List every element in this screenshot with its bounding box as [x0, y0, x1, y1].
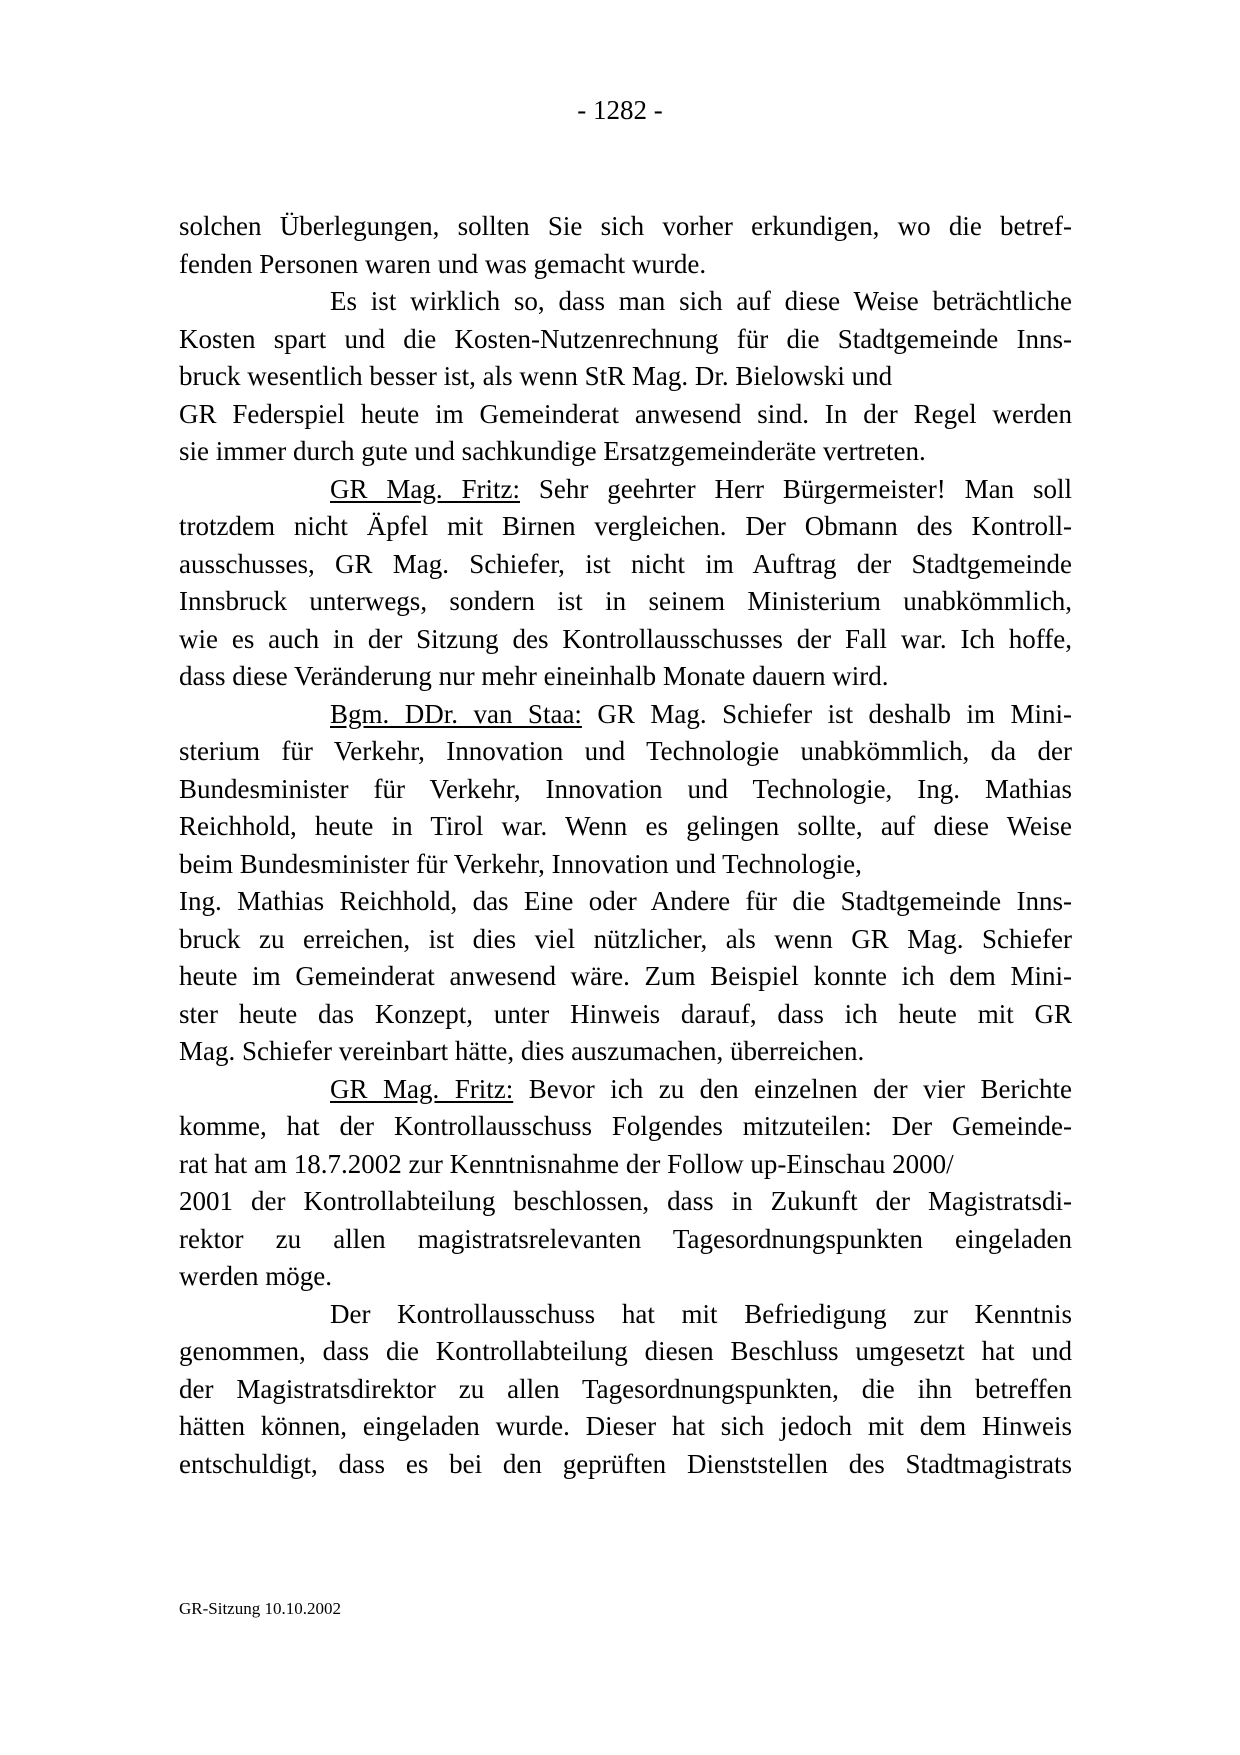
text-line: rektor zu allen magistratsrelevanten Tagesordnungspunkten eingeladen: [179, 1223, 1072, 1254]
text-line: solchen Überlegungen, sollten Sie sich vorher erkundigen, wo die betref-: [179, 211, 1072, 241]
text-line: trotzdem nicht Äpfel mit Birnen vergleichen. Der Obmann des Kontroll-: [179, 511, 1072, 541]
speaker-statement: Bevor ich zu den einzelnen der vier Berichte: [513, 1073, 1072, 1104]
page-number: - 1282 -: [577, 95, 663, 125]
footer-session-date: GR-Sitzung 10.10.2002: [179, 1599, 341, 1618]
text-line: Reichhold, heute in Tirol war. Wenn es gelingen sollte, auf diese Weise: [179, 811, 1072, 841]
body-text: [179, 208, 1072, 1483]
text-line: rat hat am 18.7.2002 zur Kenntnisnahme der Follow up-Einschau 2000/: [179, 1148, 954, 1179]
text-line: ster heute das Konzept, unter Hinweis darauf, dass ich heute mit GR: [179, 998, 1072, 1029]
text-line: 2001 der Kontrollabteilung beschlossen, dass in Zukunft der Magistratsdi-: [179, 1186, 1072, 1216]
text-line: sie immer durch gute und sachkundige Ersatzgemeinderäte vertreten.: [179, 436, 926, 466]
text-line: Kosten spart und die Kosten-Nutzenrechnung für die Stadtgemeinde Inns-: [179, 323, 1072, 354]
text-line: bruck zu erreichen, ist dies viel nützlicher, als wenn GR Mag. Schiefer: [179, 923, 1072, 954]
text-line: Innsbruck unterwegs, sondern ist in seinem Ministerium unabkömmlich,: [179, 586, 1072, 616]
text-line: der Magistratsdirektor zu allen Tagesordnungspunkten, die ihn betreffen: [179, 1373, 1072, 1404]
speaker-name: GR Mag. Fritz:: [330, 1073, 514, 1104]
speaker-name: Bgm. DDr. van Staa:: [330, 698, 582, 729]
text-line: Der Kontrollausschuss hat mit Befriedigung zur Kenntnis: [330, 1298, 1072, 1329]
text-line: Bundesminister für Verkehr, Innovation und Technologie, Ing. Mathias: [179, 773, 1072, 804]
text-line: hätten können, eingeladen wurde. Dieser hat sich jedoch mit dem Hinweis: [179, 1411, 1072, 1441]
text-line: beim Bundesminister für Verkehr, Innovation und Technologie,: [179, 848, 862, 879]
speaker-name: GR Mag. Fritz:: [330, 473, 520, 504]
text-line: Ing. Mathias Reichhold, das Eine oder Andere für die Stadtgemeinde Inns-: [179, 886, 1072, 916]
text-line: sterium für Verkehr, Innovation und Technologie unabkömmlich, da der: [179, 736, 1072, 766]
text-line: genommen, dass die Kontrollabteilung diesen Beschluss umgesetzt hat und: [179, 1336, 1072, 1366]
text-line: [179, 1071, 1072, 1109]
text-line: [179, 696, 1072, 734]
text-line: GR Federspiel heute im Gemeinderat anwesend sind. In der Regel werden: [179, 398, 1072, 429]
text-line: [179, 471, 1072, 509]
speaker-statement: GR Mag. Schiefer ist deshalb im Mini-: [581, 698, 1072, 729]
text-line: bruck wesentlich besser ist, als wenn StR Mag. Dr. Bielowski und: [179, 361, 893, 391]
text-line: ausschusses, GR Mag. Schiefer, ist nicht im Auftrag der Stadtgemeinde: [179, 548, 1072, 579]
text-line: fenden Personen waren und was gemacht wurde.: [179, 248, 707, 279]
text-line: heute im Gemeinderat anwesend wäre. Zum Beispiel konnte ich dem Mini-: [179, 961, 1072, 991]
text-line: entschuldigt, dass es bei den geprüften Dienststellen des Stadtmagistrats: [179, 1448, 1072, 1479]
text-line: Mag. Schiefer vereinbart hätte, dies auszumachen, überreichen.: [179, 1036, 865, 1066]
speaker-statement: Sehr geehrter Herr Bürgermeister! Man soll: [519, 473, 1073, 504]
text-line: werden möge.: [179, 1261, 332, 1291]
text-line: Es ist wirklich so, dass man sich auf diese Weise beträchtliche: [330, 286, 1072, 316]
text-line: komme, hat der Kontrollausschuss Folgendes mitzuteilen: Der Gemeinde-: [179, 1111, 1072, 1141]
text-line: wie es auch in der Sitzung des Kontrollausschusses der Fall war. Ich hoffe,: [179, 623, 1072, 654]
text-line: dass diese Veränderung nur mehr eineinhalb Monate dauern wird.: [179, 661, 889, 691]
